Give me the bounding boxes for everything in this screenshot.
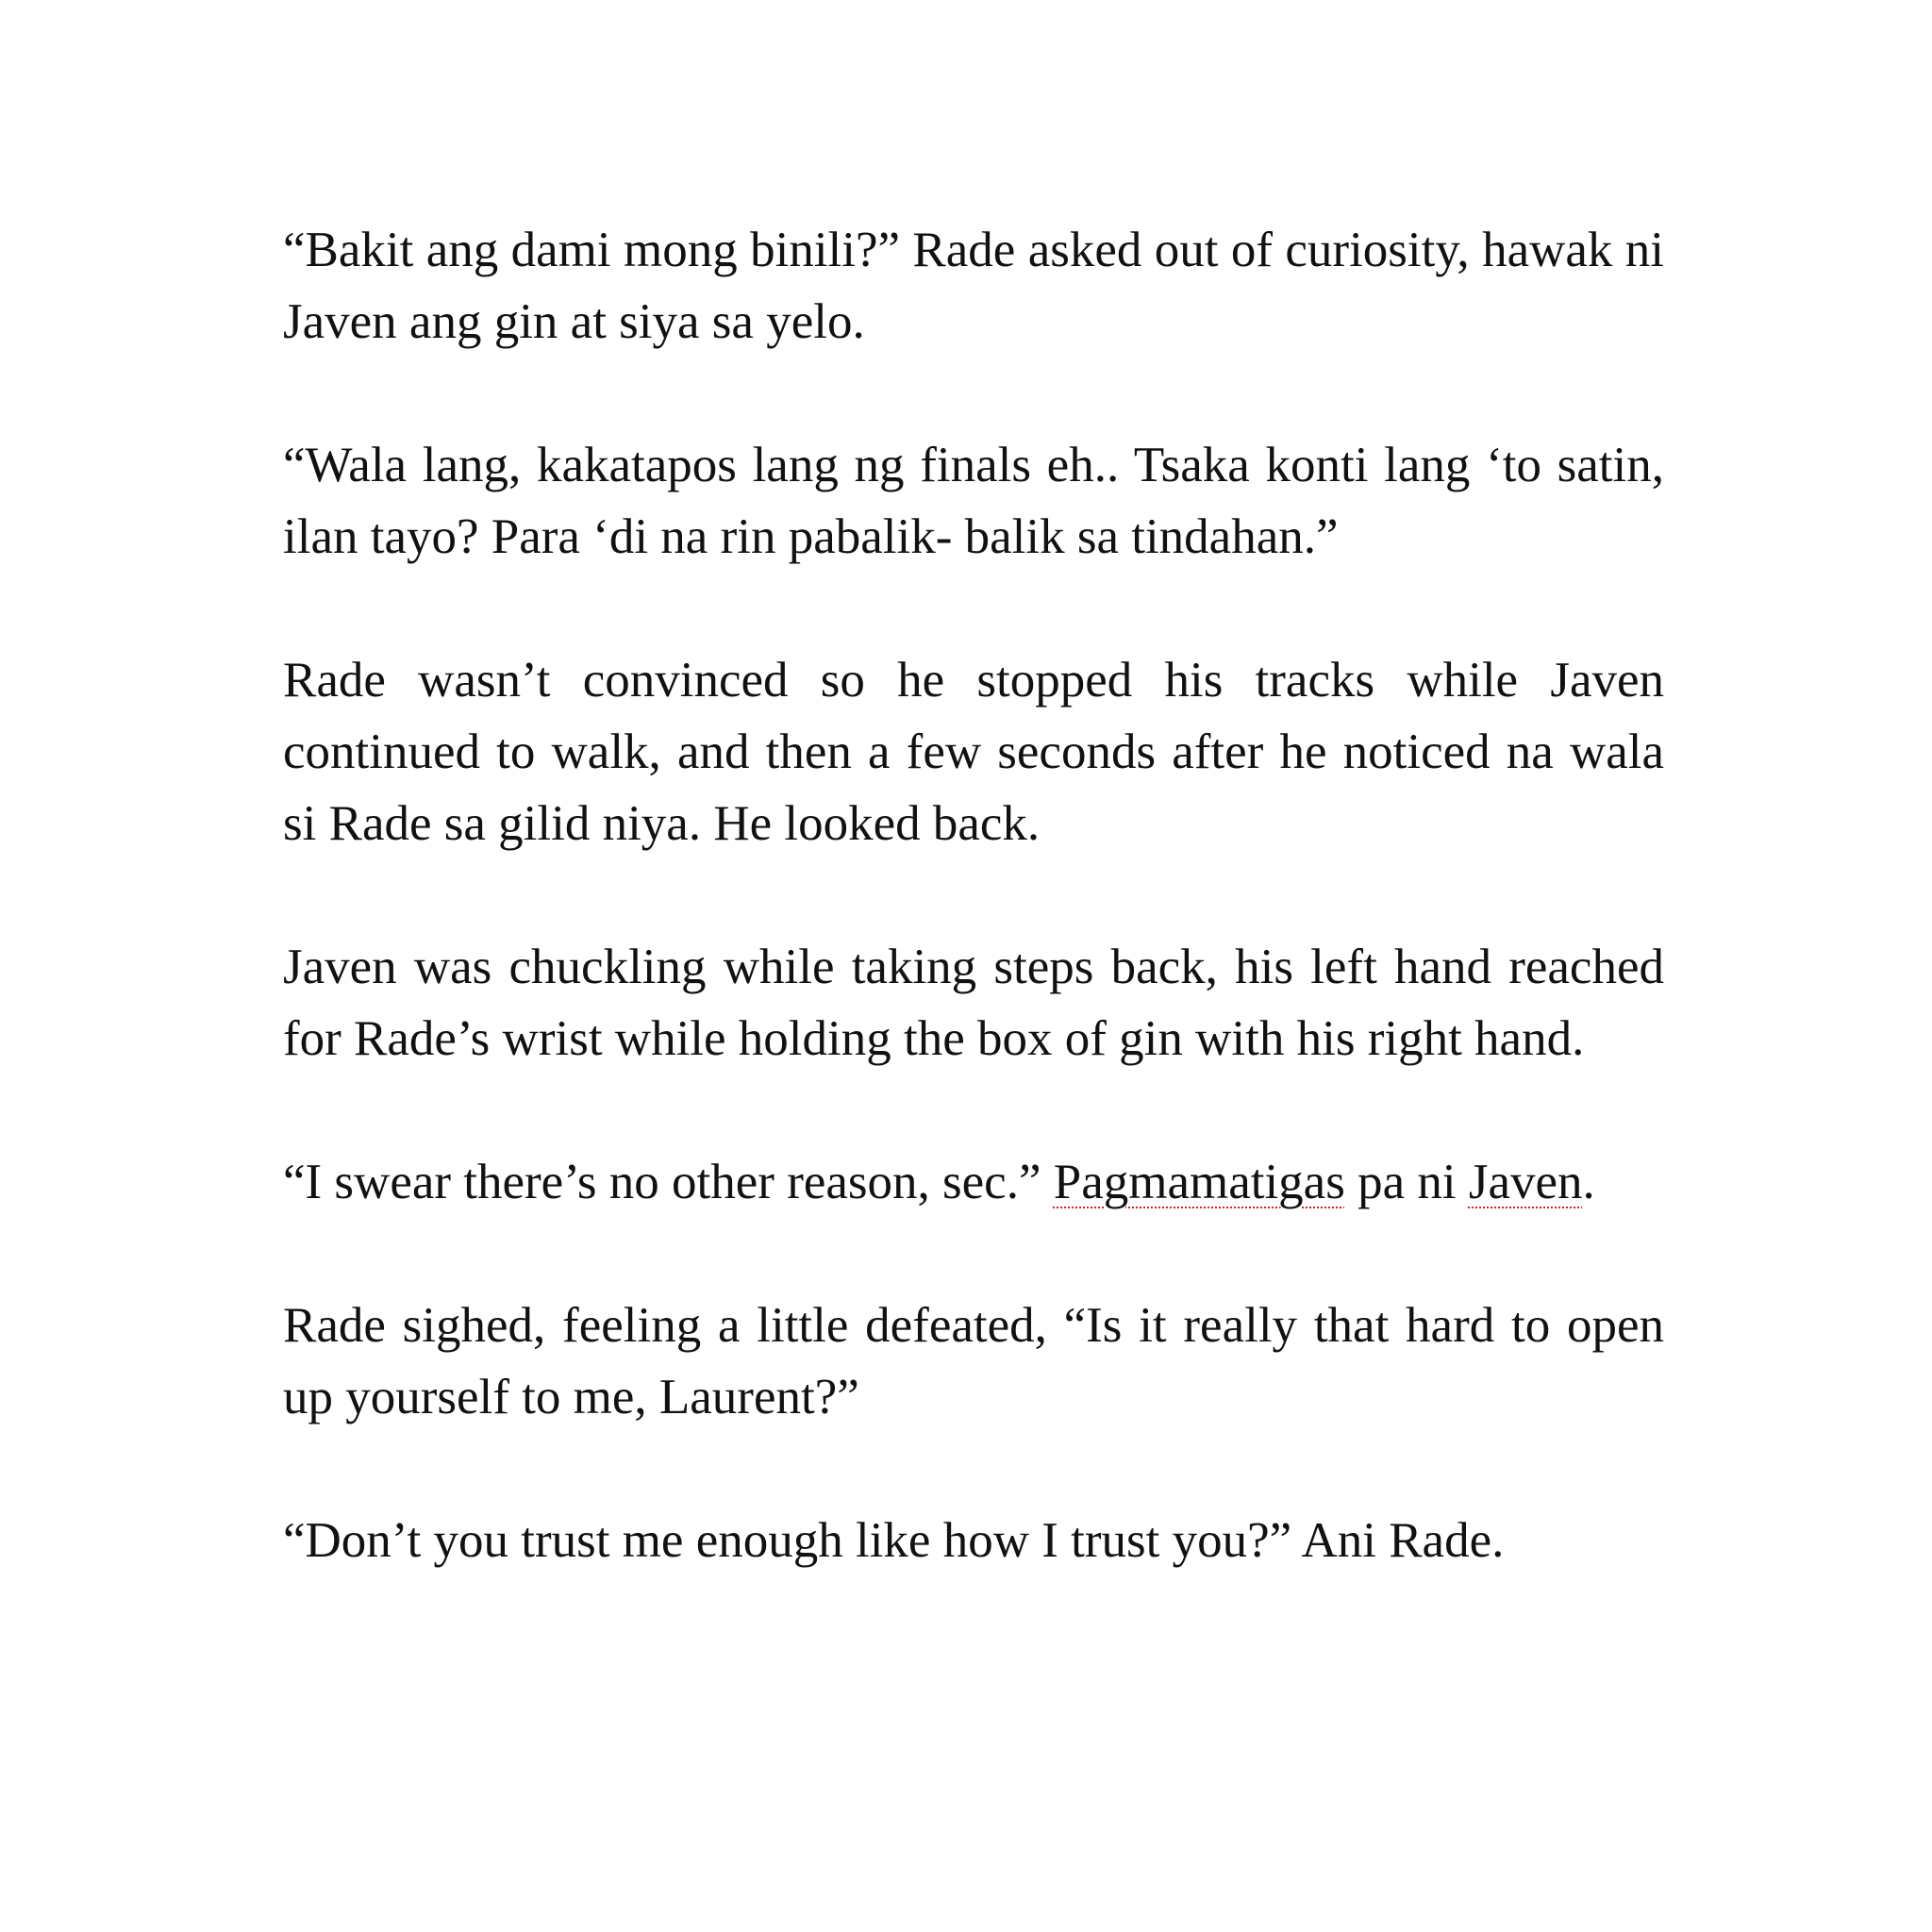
paragraph-5-text-end: . <box>1582 1155 1595 1209</box>
document-body <box>283 214 1664 1576</box>
spellcheck-flagged-word[interactable]: Javen <box>1468 1155 1583 1209</box>
spellcheck-flagged-word[interactable]: Pagmamatigas <box>1053 1155 1345 1209</box>
paragraph-5-text-start: “I swear there’s no other reason, sec.” <box>283 1155 1054 1209</box>
paragraph-2: “Wala lang, kakatapos lang ng finals eh.. Tsaka konti lang ‘to satin, ilan tayo? Para ‘di na rin pabalik- balik sa tindahan.” <box>283 438 1664 564</box>
paragraph-5-text-middle: pa ni <box>1344 1155 1469 1209</box>
paragraph-6: Rade sighed, feeling a little defeated, “Is it really that hard to open up yourself to me, Laurent?” <box>283 1298 1664 1424</box>
paragraph-4: Javen was chuckling while taking steps back, his left hand reached for Rade’s wrist while holding the box of gin with his right hand. <box>283 940 1664 1066</box>
paragraph-1: “Bakit ang dami mong binili?” Rade asked out of curiosity, hawak ni Javen ang gin at siya sa yelo. <box>283 223 1664 349</box>
paragraph-5 <box>283 1146 1664 1218</box>
paragraph-7: “Don’t you trust me enough like how I trust you?” Ani Rade. <box>283 1513 1505 1568</box>
paragraph-3: Rade wasn’t convinced so he stopped his tracks while Javen continued to walk, and then a few seconds after he noticed na wala si Rade sa gilid niya. He looked back. <box>283 653 1664 851</box>
